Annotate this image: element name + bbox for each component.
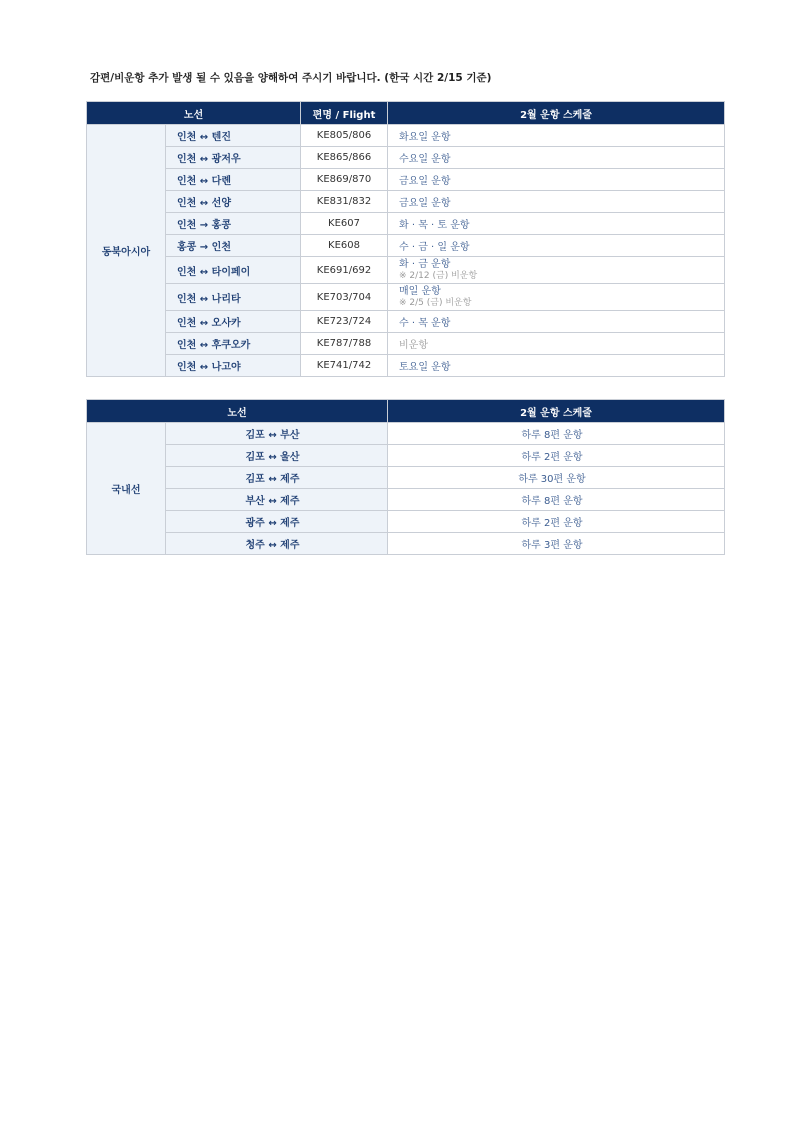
route-cell: 인천 ↔ 나고야 xyxy=(166,355,301,377)
route-cell: 김포 ↔ 부산 xyxy=(166,423,388,445)
table-row xyxy=(87,423,725,445)
table-row xyxy=(87,511,725,533)
route-cell: 인천 ↔ 선양 xyxy=(166,191,301,213)
table-row xyxy=(87,257,725,284)
route-cell: 홍콩 → 인천 xyxy=(166,235,301,257)
route-cell: 김포 ↔ 울산 xyxy=(166,445,388,467)
table-row xyxy=(87,191,725,213)
flight-cell: KE865/866 xyxy=(301,147,388,169)
table-header-row xyxy=(87,400,725,423)
table-row xyxy=(87,284,725,311)
table-row xyxy=(87,169,725,191)
table-row xyxy=(87,147,725,169)
schedule-cell: 금요일 운항 xyxy=(388,169,725,191)
schedule-cell: 하루 8편 운항 xyxy=(388,489,725,511)
international-schedule-table xyxy=(86,101,725,377)
table-header-row xyxy=(87,102,725,125)
route-cell: 인천 ↔ 타이페이 xyxy=(166,257,301,284)
schedule-cell: 수 · 목 운항 xyxy=(388,311,725,333)
flight-cell: KE787/788 xyxy=(301,333,388,355)
flight-cell: KE869/870 xyxy=(301,169,388,191)
schedule-cell: 하루 2편 운항 xyxy=(388,511,725,533)
route-cell: 인천 → 홍콩 xyxy=(166,213,301,235)
table-row xyxy=(87,533,725,555)
schedule-cell: 수 · 금 · 일 운항 xyxy=(388,235,725,257)
schedule-cell: 하루 8편 운항 xyxy=(388,423,725,445)
table-row xyxy=(87,311,725,333)
table-row xyxy=(87,355,725,377)
schedule-cell: 화 · 목 · 토 운항 xyxy=(388,213,725,235)
flight-cell: KE607 xyxy=(301,213,388,235)
schedule-cell-suspended: 비운항 xyxy=(388,333,725,355)
header-route: 노선 xyxy=(87,400,388,423)
header-flight: 편명 / Flight xyxy=(301,102,388,125)
route-cell: 인천 ↔ 다롄 xyxy=(166,169,301,191)
notice-text: 감편/비운항 추가 발생 될 수 있음을 양해하여 주시기 바랍니다. (한국 시간 2/15 기준) xyxy=(90,72,492,84)
flight-cell: KE703/704 xyxy=(301,284,388,311)
table-row xyxy=(87,125,725,147)
flight-cell: KE805/806 xyxy=(301,125,388,147)
flight-cell: KE691/692 xyxy=(301,257,388,284)
route-cell: 부산 ↔ 제주 xyxy=(166,489,388,511)
header-schedule: 2월 운항 스케줄 xyxy=(388,400,725,423)
header-route: 노선 xyxy=(87,102,301,125)
schedule-cell xyxy=(388,284,725,311)
schedule-text: 화 · 금 운항 xyxy=(399,259,451,270)
schedule-cell xyxy=(388,257,725,284)
schedule-cell: 금요일 운항 xyxy=(388,191,725,213)
table-row xyxy=(87,467,725,489)
flight-cell: KE608 xyxy=(301,235,388,257)
schedule-text: 매일 운항 xyxy=(399,286,441,297)
table-row xyxy=(87,213,725,235)
route-cell: 청주 ↔ 제주 xyxy=(166,533,388,555)
header-schedule: 2월 운항 스케줄 xyxy=(388,102,725,125)
flight-cell: KE741/742 xyxy=(301,355,388,377)
route-cell: 인천 ↔ 텐진 xyxy=(166,125,301,147)
schedule-cell: 수요일 운항 xyxy=(388,147,725,169)
schedule-cell: 토요일 운항 xyxy=(388,355,725,377)
schedule-cell: 하루 3편 운항 xyxy=(388,533,725,555)
table-row xyxy=(87,333,725,355)
table-row xyxy=(87,489,725,511)
region-label: 동북아시아 xyxy=(87,125,166,377)
route-cell: 인천 ↔ 나리타 xyxy=(166,284,301,311)
schedule-note: ※ 2/5 (금) 비운항 xyxy=(399,298,472,308)
route-cell: 광주 ↔ 제주 xyxy=(166,511,388,533)
domestic-schedule-table xyxy=(86,399,725,555)
flight-cell: KE723/724 xyxy=(301,311,388,333)
flight-cell: KE831/832 xyxy=(301,191,388,213)
route-cell: 인천 ↔ 후쿠오카 xyxy=(166,333,301,355)
table-row xyxy=(87,235,725,257)
schedule-cell: 화요일 운항 xyxy=(388,125,725,147)
region-label: 국내선 xyxy=(87,423,166,555)
schedule-cell: 하루 30편 운항 xyxy=(388,467,725,489)
route-cell: 김포 ↔ 제주 xyxy=(166,467,388,489)
schedule-cell: 하루 2편 운항 xyxy=(388,445,725,467)
route-cell: 인천 ↔ 오사카 xyxy=(166,311,301,333)
table-row xyxy=(87,445,725,467)
schedule-note: ※ 2/12 (금) 비운항 xyxy=(399,271,478,281)
route-cell: 인천 ↔ 광저우 xyxy=(166,147,301,169)
